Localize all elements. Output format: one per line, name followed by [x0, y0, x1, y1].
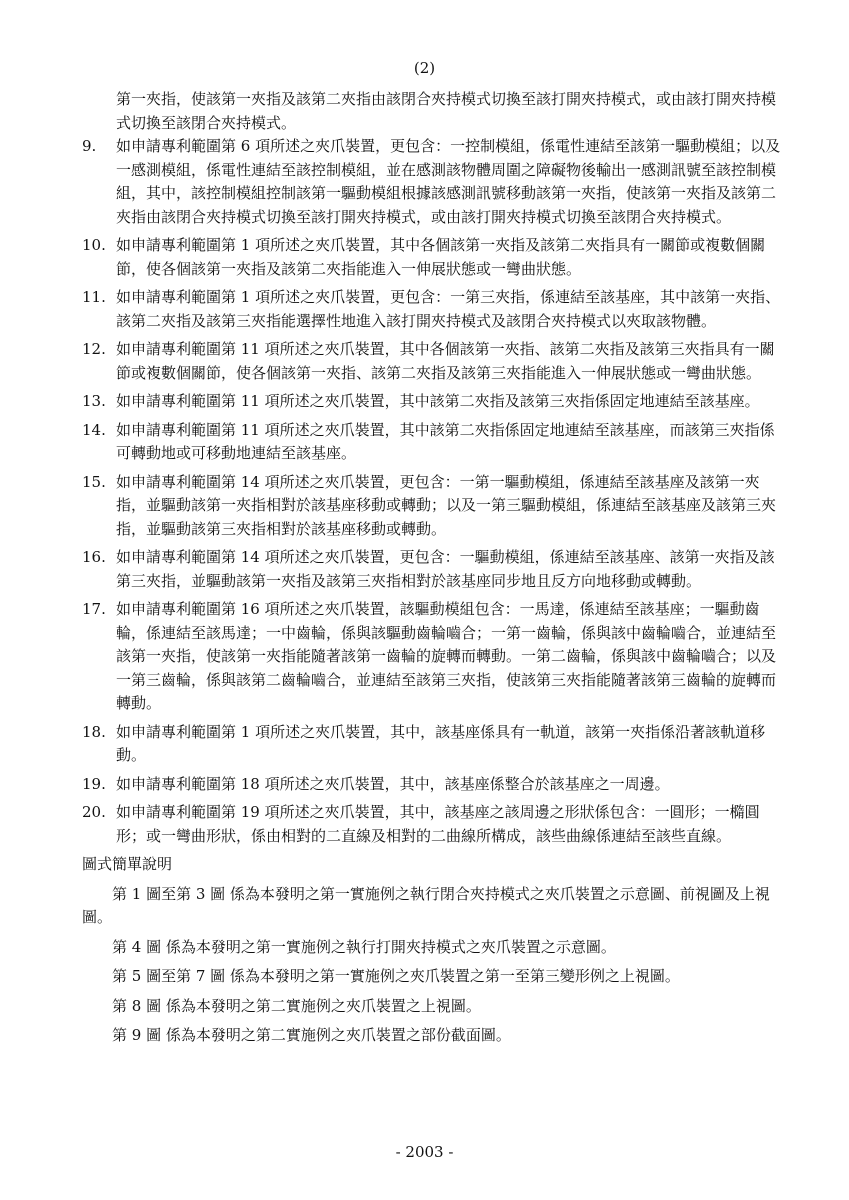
claim-number: 15. [82, 472, 106, 491]
figure-description: 第 8 圖 係為本發明之第二實施例之夾爪裝置之上視圖。 [112, 996, 481, 1015]
claim-item [82, 471, 782, 542]
claim-text: 如申請專利範圍第 11 項所述之夾爪裝置，其中各個該第一夾指、該第二夾指及該第三夾指具有一關節或複數個關節，使各個該第一夾指、該第二夾指及該第三夾指能進入一伸展狀態或一彎曲狀態。 [116, 340, 775, 382]
claim-number: 16. [82, 548, 106, 566]
figure-description: 第 9 圖 係為本發明之第二實施例之夾爪裝置之部份截面圖。 [112, 1026, 511, 1044]
claim-text: 如申請專利範圍第 1 項所述之夾爪裝置，其中，該基座係具有一軌道，該第一夾指係沿著該軌道移動。 [116, 722, 766, 764]
claim-item [82, 721, 782, 768]
claim-number: 20. [82, 803, 106, 821]
claim-item [82, 546, 782, 593]
claim-text: 如申請專利範圍第 1 項所述之夾爪裝置，其中各個該第一夾指及該第二夾指具有一關節或複數個關節，使各個該第一夾指及該第二夾指能進入一伸展狀態或一彎曲狀態。 [116, 236, 766, 278]
claim-text: 如申請專利範圍第 11 項所述之夾爪裝置，其中該第二夾指及該第三夾指係固定地連結至該基座。 [116, 392, 760, 410]
claim-text: 如申請專利範圍第 6 項所述之夾爪裝置，更包含：一控制模組，係電性連結至該第一驅動模組；以及一感測模組，係電性連結至該控制模組，並在感測該物體周圍之障礙物後輸出一感測訊號至該控制模組，其中，該控制模組控制該第一驅動模組根據該感測訊號移動該第一夾指，使該第一夾指及該第二夾指由該閉合夾持模式切換至該打開夾持模式，或由該打開夾持模式切換至該閉合夾持模式。 [116, 137, 781, 226]
claim-item [82, 598, 782, 716]
section-heading-figures: 圖式簡單說明 [82, 855, 173, 873]
claim-item [82, 419, 782, 466]
page-number-footer: - 2003 - [395, 1143, 454, 1161]
claim-text: 如申請專利範圍第 18 項所述之夾爪裝置，其中，該基座係整合於該基座之一周邊。 [116, 774, 670, 793]
document-body [82, 88, 782, 1054]
claim-item [82, 801, 782, 848]
figure-description: 第 4 圖 係為本發明之第一實施例之執行打開夾持模式之夾爪裝置之示意圖。 [112, 937, 616, 956]
figure-description: 第 5 圖至第 7 圖 係為本發明之第一實施例之夾爪裝置之第一至第三變形例之上視圖。 [112, 967, 680, 985]
claim-item [82, 773, 782, 797]
figure-description: 第 1 圖至第 3 圖 係為本發明之第一實施例之執行閉合夾持模式之夾爪裝置之示意圖、前視圖及上視圖。 [82, 884, 770, 926]
claim-number: 13. [82, 392, 106, 410]
claim-text: 如申請專利範圍第 1 項所述之夾爪裝置，更包含：一第三夾指，係連結至該基座，其中該第一夾指、該第二夾指及該第三夾指能選擇性地進入該打開夾持模式及該閉合夾持模式以夾取該物體。 [116, 288, 781, 330]
claim-item [82, 286, 782, 333]
claim-number: 10. [82, 236, 106, 254]
page-number-header: (2) [413, 59, 436, 77]
claim-text: 如申請專利範圍第 19 項所述之夾爪裝置，其中，該基座之該周邊之形狀係包含：一圓形；一橢圓形；或一彎曲形狀，係由相對的二直線及相對的二曲線所構成，該些曲線係連結至該些直線。 [116, 803, 760, 845]
claim-number: 14. [82, 420, 106, 439]
claim-text: 如申請專利範圍第 11 項所述之夾爪裝置，其中該第二夾指係固定地連結至該基座，而該第三夾指係可轉動地或可移動地連結至該基座。 [116, 420, 775, 462]
claim-text: 如申請專利範圍第 14 項所述之夾爪裝置，更包含：一第一驅動模組，係連結至該基座及該第一夾指，並驅動該第一夾指相對於該基座移動或轉動；以及一第三驅動模組，係連結至該基座及該第三夾指，並驅動該第三夾指相對於該基座移動或轉動。 [116, 472, 777, 538]
claim-number: 18. [82, 722, 106, 741]
claim-item [82, 390, 782, 414]
claim-continuation: 第一夾指，使該第一夾指及該第二夾指由該閉合夾持模式切換至該打開夾持模式，或由該打開夾持模式切換至該閉合夾持模式。 [116, 90, 777, 132]
claim-number: 12. [82, 340, 106, 358]
claim-text: 如申請專利範圍第 14 項所述之夾爪裝置，更包含：一驅動模組，係連結至該基座、該第一夾指及該第三夾指，並驅動該第一夾指及該第三夾指相對於該基座同步地且反方向地移動或轉動。 [116, 548, 775, 590]
claim-number: 9. [82, 137, 97, 155]
claim-text: 如申請專利範圍第 16 項所述之夾爪裝置，該驅動模組包含：一馬達，係連結至該基座；一驅動齒輪，係連結至該馬達；一中齒輪，係與該驅動齒輪嚙合；一第一齒輪，係與該中齒輪嚙合，並連結至該第一夾指，使該第一夾指能隨著該第一齒輪的旋轉而轉動。一第二齒輪，係與該中齒輪嚙合；以及一第三齒輪，係與該第二齒輪嚙合，並連結至該第三夾指，使該第三夾指能隨著該第三齒輪的旋轉而轉動。 [116, 600, 777, 712]
claim-item [82, 338, 782, 385]
claim-number: 17. [82, 600, 106, 618]
claim-number: 11. [82, 288, 106, 306]
claim-number: 19. [82, 774, 106, 793]
claim-item [82, 135, 782, 229]
claim-item [82, 234, 782, 281]
